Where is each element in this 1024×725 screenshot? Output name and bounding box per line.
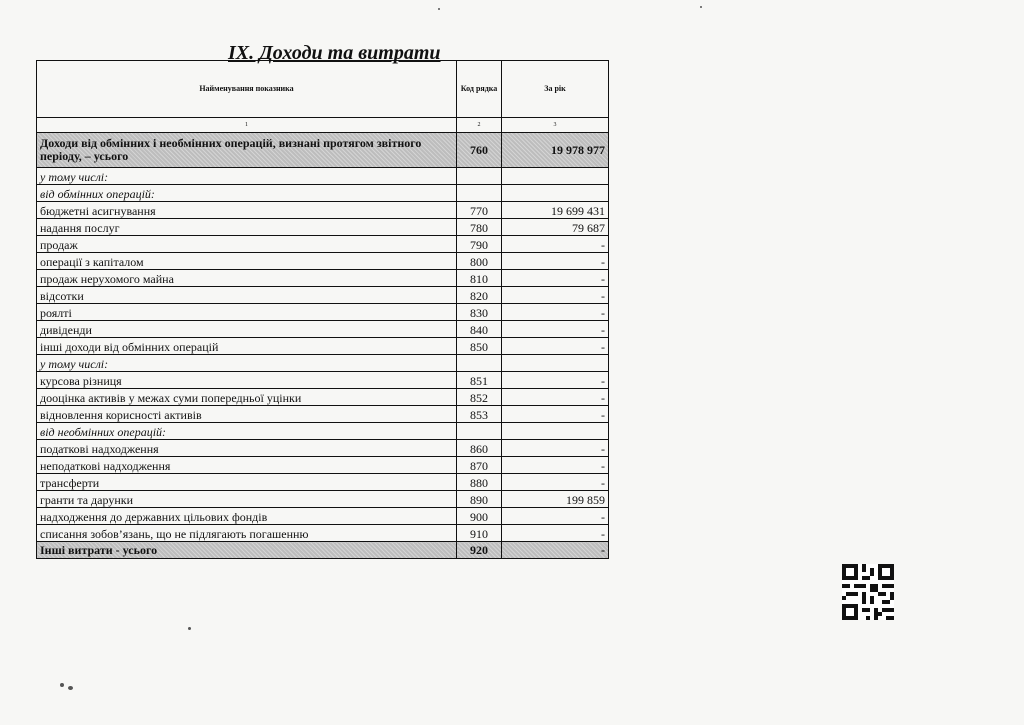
table-row <box>37 202 609 219</box>
row-name: дивіденди <box>37 321 457 338</box>
row-value: 199 859 <box>502 491 609 508</box>
row-name: гранти та дарунки <box>37 491 457 508</box>
scan-speck <box>438 8 440 10</box>
row-code: 900 <box>457 508 502 525</box>
row-code: 890 <box>457 491 502 508</box>
row-name: інші доходи від обмінних операцій <box>37 338 457 355</box>
table-row <box>37 508 609 525</box>
table-row <box>37 457 609 474</box>
row-code: 920 <box>457 542 502 559</box>
row-value: - <box>502 338 609 355</box>
row-code <box>457 355 502 372</box>
table-header-row <box>37 61 609 118</box>
row-value: 79 687 <box>502 219 609 236</box>
row-code <box>457 168 502 185</box>
row-value: - <box>502 253 609 270</box>
row-code: 770 <box>457 202 502 219</box>
row-name: продаж нерухомого майна <box>37 270 457 287</box>
table-row <box>37 133 609 168</box>
row-name: неподаткові надходження <box>37 457 457 474</box>
table-row <box>37 236 609 253</box>
row-value: - <box>502 440 609 457</box>
table-row <box>37 491 609 508</box>
row-value: - <box>502 304 609 321</box>
row-value: - <box>502 236 609 253</box>
row-value <box>502 355 609 372</box>
table-row <box>37 304 609 321</box>
row-name: надходження до державних цільових фондів <box>37 508 457 525</box>
header-code: Код рядка <box>457 61 502 118</box>
header-name: Найменування показника <box>37 61 457 118</box>
row-name: у тому числі: <box>37 355 457 372</box>
row-code: 780 <box>457 219 502 236</box>
row-value <box>502 423 609 440</box>
row-name: бюджетні асигнування <box>37 202 457 219</box>
row-name: списання зобов’язань, що не підлягають погашенню <box>37 525 457 542</box>
table-row <box>37 474 609 491</box>
row-value: - <box>502 372 609 389</box>
row-name: Інші витрати - усього <box>37 542 457 559</box>
row-code: 850 <box>457 338 502 355</box>
row-code: 810 <box>457 270 502 287</box>
table-row <box>37 440 609 457</box>
scan-speck <box>188 627 191 630</box>
row-name: відновлення корисності активів <box>37 406 457 423</box>
row-value: - <box>502 270 609 287</box>
row-value: - <box>502 287 609 304</box>
row-code: 760 <box>457 133 502 168</box>
row-code: 820 <box>457 287 502 304</box>
row-code: 853 <box>457 406 502 423</box>
row-name: курсова різниця <box>37 372 457 389</box>
row-code: 830 <box>457 304 502 321</box>
table-row <box>37 542 609 559</box>
row-code: 860 <box>457 440 502 457</box>
row-code: 840 <box>457 321 502 338</box>
table-row <box>37 287 609 304</box>
row-value: - <box>502 542 609 559</box>
row-name: продаж <box>37 236 457 253</box>
column-number: 3 <box>502 118 609 133</box>
table-row <box>37 525 609 542</box>
row-value: - <box>502 457 609 474</box>
table-row <box>37 168 609 185</box>
column-number: 2 <box>457 118 502 133</box>
row-value <box>502 185 609 202</box>
row-value: - <box>502 525 609 542</box>
table-row <box>37 219 609 236</box>
table-row <box>37 372 609 389</box>
row-name: трансферти <box>37 474 457 491</box>
table-row <box>37 270 609 287</box>
table-row <box>37 338 609 355</box>
row-value: - <box>502 389 609 406</box>
row-name: Доходи від обмінних і необмінних операцій, визнані протягом звітного періоду, – усього <box>37 133 457 168</box>
row-name: дооцінка активів у межах суми попередньої уцінки <box>37 389 457 406</box>
income-expense-table <box>36 60 609 559</box>
row-code: 790 <box>457 236 502 253</box>
row-name: надання послуг <box>37 219 457 236</box>
table-row <box>37 406 609 423</box>
row-value: 19 978 977 <box>502 133 609 168</box>
table-row <box>37 185 609 202</box>
table-row <box>37 355 609 372</box>
row-name: у тому числі: <box>37 168 457 185</box>
row-code: 870 <box>457 457 502 474</box>
scan-speck <box>700 6 702 8</box>
table-row <box>37 321 609 338</box>
row-code: 800 <box>457 253 502 270</box>
column-number-row <box>37 118 609 133</box>
row-code: 880 <box>457 474 502 491</box>
row-value: - <box>502 474 609 491</box>
header-year: За рік <box>502 61 609 118</box>
column-number: 1 <box>37 118 457 133</box>
table-row <box>37 389 609 406</box>
row-name: операції з капіталом <box>37 253 457 270</box>
row-value: - <box>502 321 609 338</box>
row-code: 851 <box>457 372 502 389</box>
row-code <box>457 423 502 440</box>
row-name: від необмінних операцій: <box>37 423 457 440</box>
row-name: податкові надходження <box>37 440 457 457</box>
row-code: 910 <box>457 525 502 542</box>
row-value: 19 699 431 <box>502 202 609 219</box>
qr-code-icon <box>842 564 894 620</box>
row-name: роялті <box>37 304 457 321</box>
row-value: - <box>502 406 609 423</box>
row-code <box>457 185 502 202</box>
row-value <box>502 168 609 185</box>
scan-speck <box>60 683 64 687</box>
row-code: 852 <box>457 389 502 406</box>
scan-speck <box>68 686 73 690</box>
table-row <box>37 253 609 270</box>
table-row <box>37 423 609 440</box>
section-title: ІХ. Доходи та витрати <box>228 42 441 64</box>
row-value: - <box>502 508 609 525</box>
row-name: відсотки <box>37 287 457 304</box>
row-name: від обмінних операцій: <box>37 185 457 202</box>
